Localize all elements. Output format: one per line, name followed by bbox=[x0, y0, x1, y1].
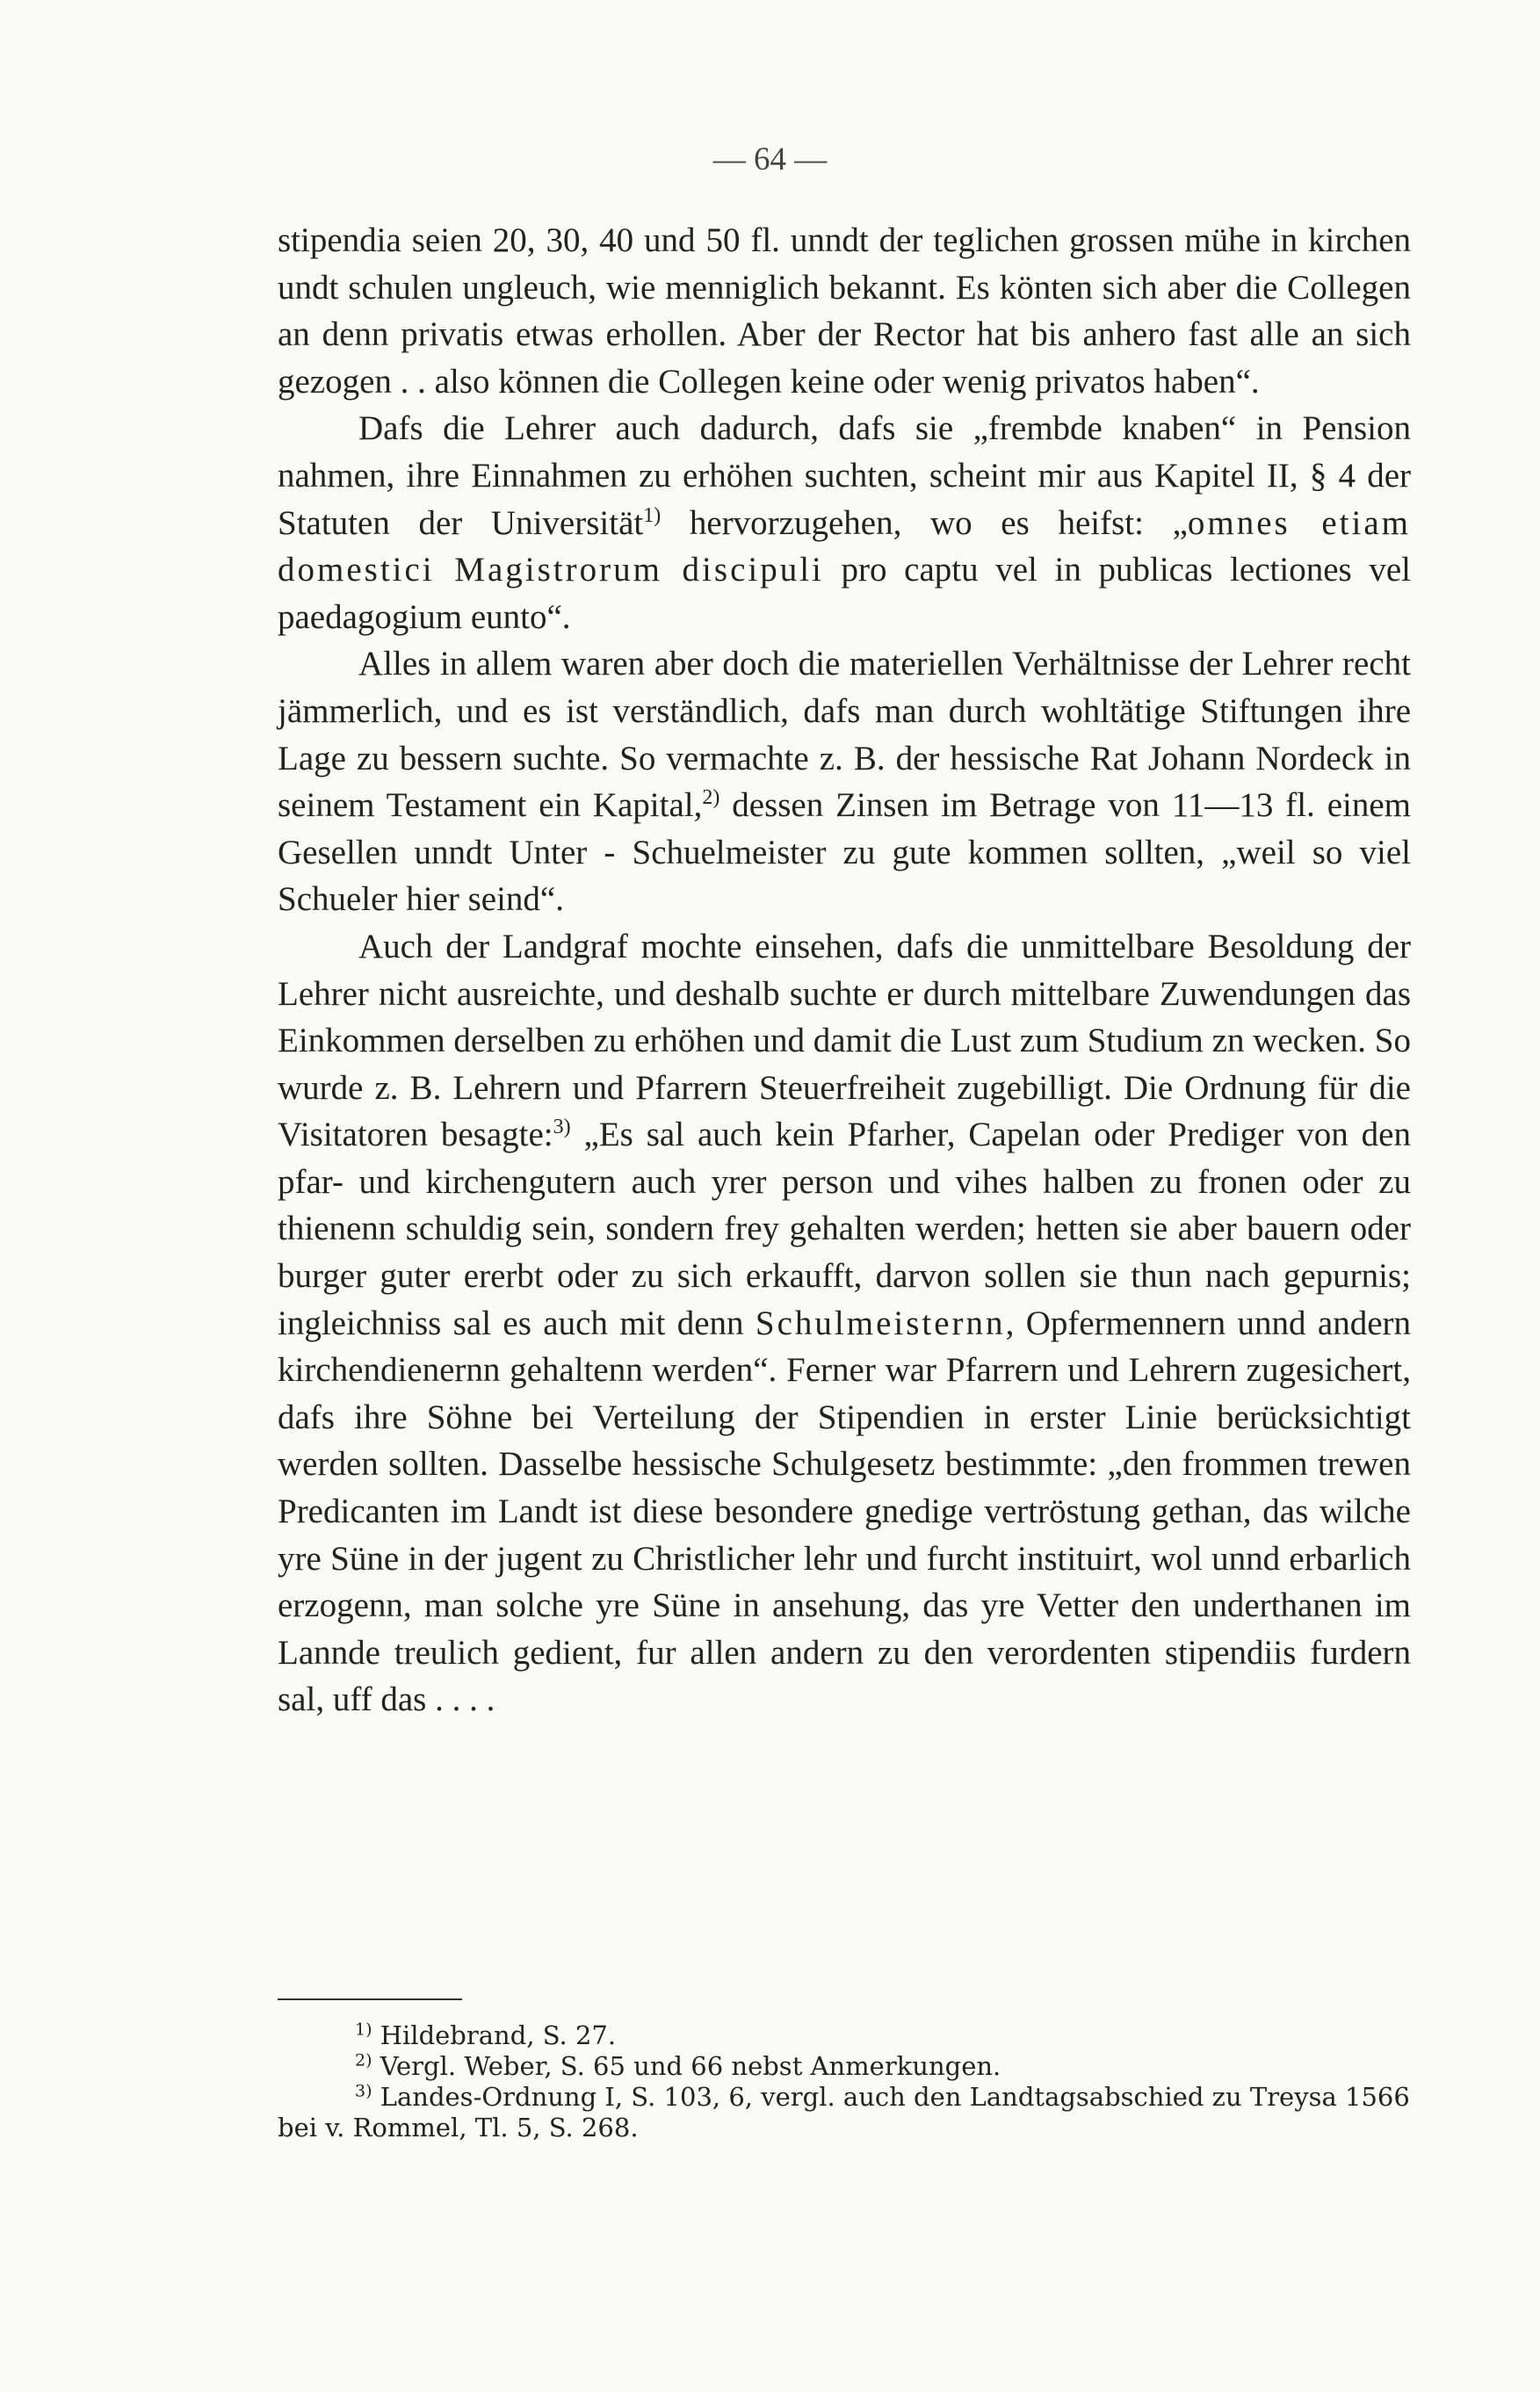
footnote-1-text: Hildebrand, S. 27. bbox=[372, 2020, 617, 2050]
footnote-2-mark: 2) bbox=[355, 2050, 372, 2070]
page-number: — 64 — bbox=[712, 141, 828, 177]
footnote-ref-3: 3) bbox=[553, 1116, 571, 1139]
paragraph-4-text-c: , Opfermennern unnd andern kirchendienernn gehaltenn werden“. Ferner war Pfarrern und Lehrern zugesichert, dafs ihre Söhne bei Verteilung der Stipendien in erster Linie berücksichtigt werden sollten. Dasselbe hessische Schulgesetz bestimmte: „den frommen trewen Predicanten im Landt ist diese besondere gnedige vertröstung gethan, das wilche yre Süne in der jugent zu Christlicher lehr und furcht instituirt, wol unnd erbarlich erzogenn, man solche yre Süne in ansehung, das yre Vetter den underthanen im Lannde treulich gedient, fur allen andern zu den verordenten stipendiis furdern sal, uff das . . . . bbox=[278, 1304, 1411, 1719]
footnote-1-mark: 1) bbox=[355, 2020, 372, 2040]
footnote-ref-1: 1) bbox=[643, 503, 662, 527]
paragraph-3-text-b: dessen Zinsen im Betrage von 11—13 fl. einem Gesellen unndt Unter - Schuelmeister zu gute kommen sollten, „weil so viel Schueler hier seind“. bbox=[278, 786, 1411, 919]
footnote-2 bbox=[278, 2051, 1411, 2082]
paragraph-4-text-b: „Es sal auch kein Pfarher, Capelan oder Prediger von den pfar- und kirchengutern auch yrer person und vihes halben zu fronen oder zu thienenn schuldig sein, sondern frey gehalten werden; hetten sie aber bauern oder burger guter ererbt oder zu sich erkaufft, darvon sollen sie thun nach gepurnis; ingleichniss sal es auch mit denn bbox=[278, 1116, 1411, 1342]
paragraph-4 bbox=[278, 923, 1411, 1724]
paragraph-3 bbox=[278, 640, 1411, 923]
footnote-3-mark: 3) bbox=[355, 2081, 372, 2101]
footnotes bbox=[278, 2020, 1411, 2143]
paragraph-4-text-a: Auch der Landgraf mochte einsehen, dafs die unmittelbare Besoldung der Lehrer nicht ausreichte, und deshalb suchte er durch mittelbare Zuwendungen das Einkommen derselben zu erhöhen und damit die Lust zum Studium zn wecken. So wurde z. B. Lehrern und Pfarrern Steuerfreiheit zugebilligt. Die Ordnung für die Visitatoren besagte: bbox=[278, 927, 1411, 1154]
main-text bbox=[278, 217, 1411, 1724]
paragraph-2-text-c: pro captu vel in publicas lectiones vel paedagogium eunto“. bbox=[278, 551, 1411, 636]
paragraph-4-spaced-word: Schulmeisternn bbox=[755, 1304, 1006, 1342]
paragraph-2-text-a: Dafs die Lehrer auch dadurch, dafs sie „frembde knaben“ in Pension nahmen, ihre Einnahmen zu erhöhen suchten, scheint mir aus Kapitel II, § 4 der Statuten der Universität bbox=[278, 409, 1411, 542]
paragraph-2-text-b: hervorzugehen, wo es heifst: „ bbox=[661, 503, 1188, 542]
footnote-2-text: Vergl. Weber, S. 65 und 66 nebst Anmerkungen. bbox=[372, 2051, 1001, 2081]
paragraph-1 bbox=[278, 217, 1411, 405]
footnote-divider bbox=[278, 1998, 462, 2000]
footnote-3 bbox=[278, 2082, 1411, 2143]
paragraph-2 bbox=[278, 405, 1411, 640]
footnote-ref-2: 2) bbox=[702, 786, 720, 810]
paragraph-3-text-a: Alles in allem waren aber doch die materiellen Verhältnisse der Lehrer recht jämmerlich, und es ist verständlich, dafs man durch wohltätige Stiftungen ihre Lage zu bessern suchte. So vermachte z. B. der hessische Rat Johann Nordeck in seinem Testament ein Kapital, bbox=[278, 645, 1411, 825]
paragraph-1-text: stipendia seien 20, 30, 40 und 50 fl. unndt der teglichen grossen mühe in kirchen undt schulen ungleuch, wie menniglich bekannt. Es könten sich aber die Collegen an denn privatis etwas erhollen. Aber der Rector hat bis anhero fast alle an sich gezogen . . also können die Collegen keine oder wenig privatos haben“. bbox=[278, 221, 1411, 401]
paragraph-2-spaced-quote: omnes etiam domestici Magistrorum discipuli bbox=[278, 503, 1411, 589]
footnote-3-text: Landes-Ordnung I, S. 103, 6, vergl. auch den Landtagsabschied zu Treysa 1566 bei v. Rommel, Tl. 5, S. 268. bbox=[278, 2082, 1410, 2143]
footnote-1 bbox=[278, 2020, 1411, 2051]
